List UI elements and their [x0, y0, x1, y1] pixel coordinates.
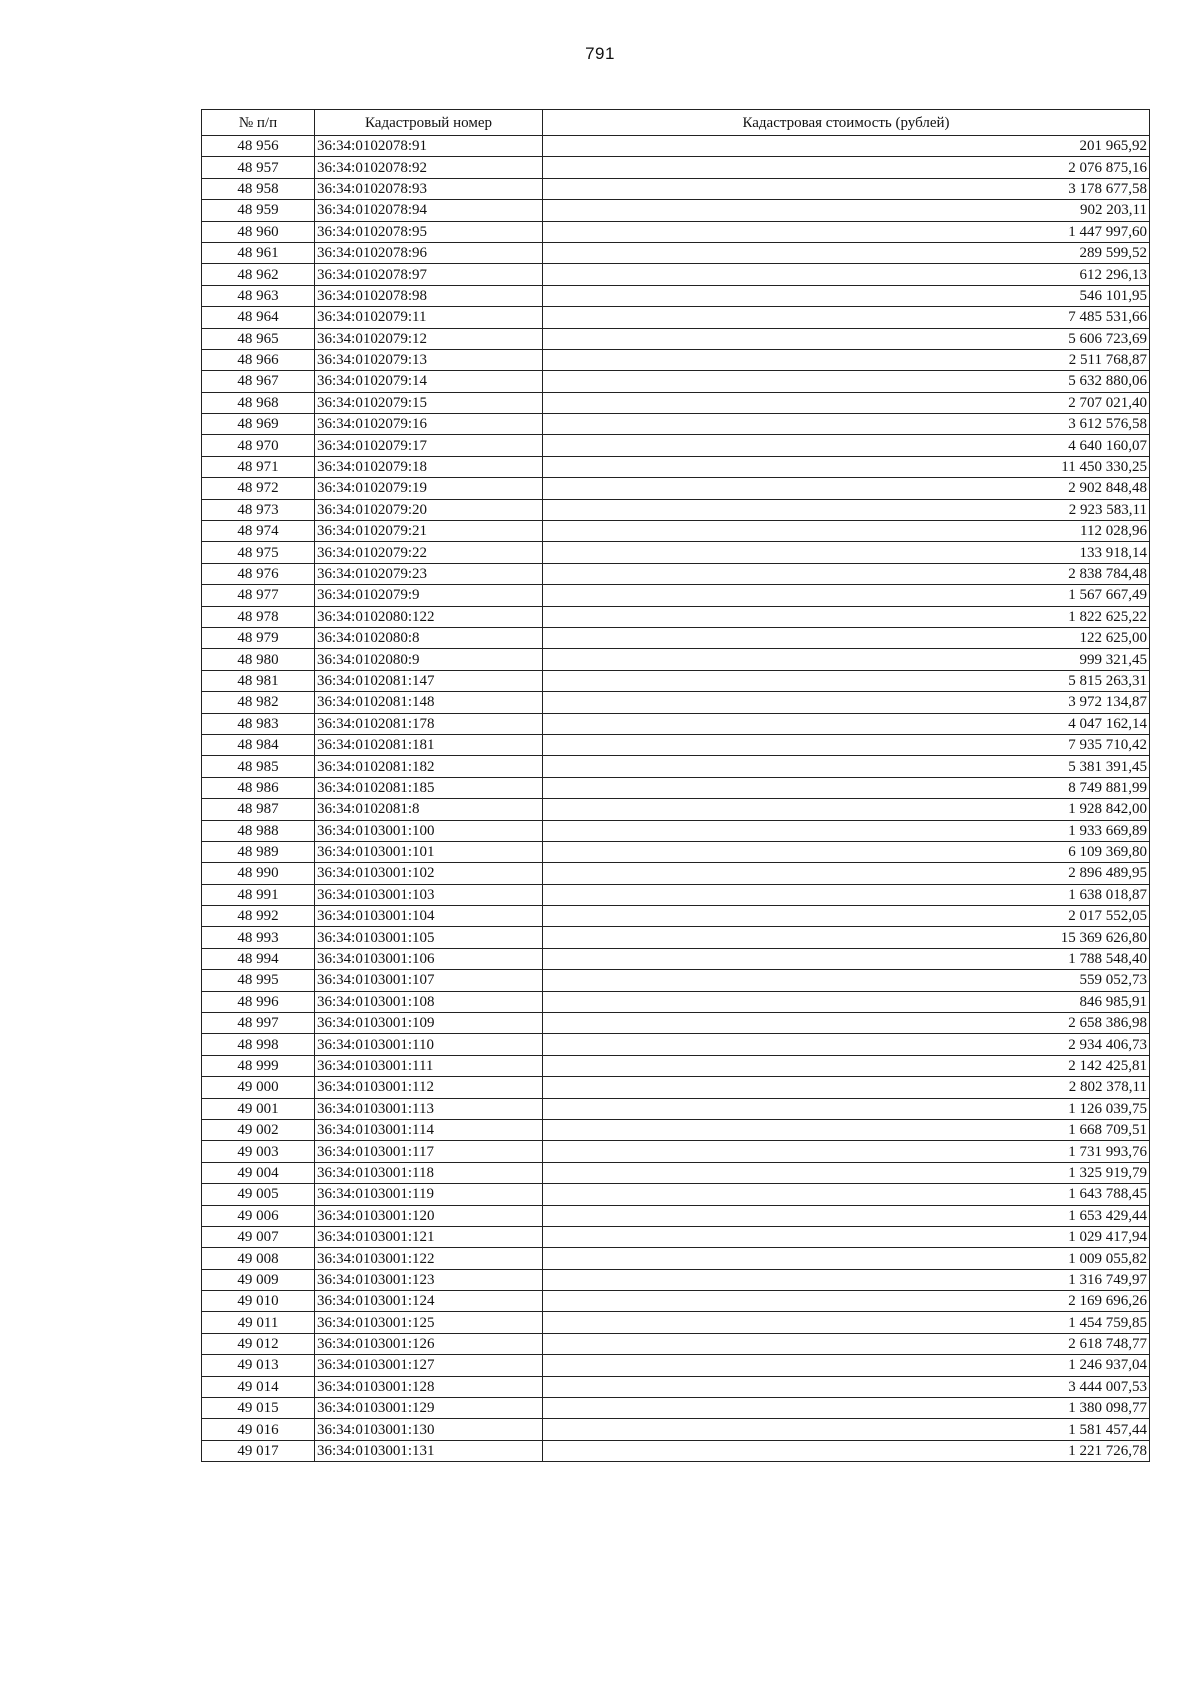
table-row — [202, 264, 1150, 285]
cadastral-number-cell: 36:34:0102078:96 — [315, 242, 543, 263]
row-number-cell: 48 956 — [202, 136, 315, 157]
row-number-cell: 48 999 — [202, 1055, 315, 1076]
table-row — [202, 307, 1150, 328]
row-number-cell: 48 979 — [202, 627, 315, 648]
table-row — [202, 1055, 1150, 1076]
cadastral-value-cell: 1 653 429,44 — [543, 1205, 1150, 1226]
table-row — [202, 1205, 1150, 1226]
row-number-cell: 48 958 — [202, 178, 315, 199]
table-row — [202, 799, 1150, 820]
cadastral-value-cell: 2 902 848,48 — [543, 478, 1150, 499]
cadastral-value-cell: 999 321,45 — [543, 649, 1150, 670]
cadastral-number-cell: 36:34:0102079:20 — [315, 499, 543, 520]
table-row — [202, 456, 1150, 477]
cadastral-number-cell: 36:34:0103001:102 — [315, 863, 543, 884]
cadastral-number-cell: 36:34:0103001:125 — [315, 1312, 543, 1333]
cadastral-value-cell: 2 511 768,87 — [543, 349, 1150, 370]
cadastral-number-cell: 36:34:0102079:17 — [315, 435, 543, 456]
table-row — [202, 1226, 1150, 1247]
row-number-cell: 48 970 — [202, 435, 315, 456]
row-number-cell: 49 006 — [202, 1205, 315, 1226]
row-number-cell: 49 007 — [202, 1226, 315, 1247]
table-row — [202, 328, 1150, 349]
cadastral-value-cell: 2 658 386,98 — [543, 1013, 1150, 1034]
cadastral-number-cell: 36:34:0102078:94 — [315, 200, 543, 221]
row-number-cell: 48 966 — [202, 349, 315, 370]
row-number-cell: 49 000 — [202, 1077, 315, 1098]
table-row — [202, 1440, 1150, 1461]
header-cadastral-value: Кадастровая стоимость (рублей) — [543, 110, 1150, 136]
row-number-cell: 48 981 — [202, 670, 315, 691]
table-row — [202, 1141, 1150, 1162]
table-row — [202, 627, 1150, 648]
table-row — [202, 841, 1150, 862]
cadastral-value-cell: 15 369 626,80 — [543, 927, 1150, 948]
cadastral-value-cell: 7 485 531,66 — [543, 307, 1150, 328]
table-row — [202, 884, 1150, 905]
table-row — [202, 606, 1150, 627]
cadastral-value-cell: 1 668 709,51 — [543, 1119, 1150, 1140]
row-number-cell: 49 004 — [202, 1162, 315, 1183]
table-row — [202, 392, 1150, 413]
table-row — [202, 970, 1150, 991]
cadastral-value-cell: 3 444 007,53 — [543, 1376, 1150, 1397]
table-row — [202, 820, 1150, 841]
row-number-cell: 48 980 — [202, 649, 315, 670]
table-row — [202, 670, 1150, 691]
table-row — [202, 1269, 1150, 1290]
row-number-cell: 48 972 — [202, 478, 315, 499]
cadastral-number-cell: 36:34:0103001:110 — [315, 1034, 543, 1055]
row-number-cell: 48 988 — [202, 820, 315, 841]
cadastral-number-cell: 36:34:0102081:181 — [315, 734, 543, 755]
row-number-cell: 49 003 — [202, 1141, 315, 1162]
row-number-cell: 48 959 — [202, 200, 315, 221]
cadastral-number-cell: 36:34:0102081:185 — [315, 777, 543, 798]
table-row — [202, 478, 1150, 499]
cadastral-value-cell: 201 965,92 — [543, 136, 1150, 157]
cadastral-value-cell: 5 815 263,31 — [543, 670, 1150, 691]
row-number-cell: 48 994 — [202, 948, 315, 969]
cadastral-number-cell: 36:34:0103001:121 — [315, 1226, 543, 1247]
row-number-cell: 49 013 — [202, 1355, 315, 1376]
table-row — [202, 1312, 1150, 1333]
row-number-cell: 48 995 — [202, 970, 315, 991]
row-number-cell: 48 990 — [202, 863, 315, 884]
cadastral-number-cell: 36:34:0102080:8 — [315, 627, 543, 648]
cadastral-value-cell: 289 599,52 — [543, 242, 1150, 263]
table-body — [202, 136, 1150, 1462]
table-row — [202, 734, 1150, 755]
table-row — [202, 1119, 1150, 1140]
row-number-cell: 48 963 — [202, 285, 315, 306]
table-row — [202, 1333, 1150, 1354]
cadastral-number-cell: 36:34:0103001:107 — [315, 970, 543, 991]
row-number-cell: 48 983 — [202, 713, 315, 734]
cadastral-value-cell: 6 109 369,80 — [543, 841, 1150, 862]
cadastral-number-cell: 36:34:0102081:147 — [315, 670, 543, 691]
table-row — [202, 1376, 1150, 1397]
cadastral-number-cell: 36:34:0103001:127 — [315, 1355, 543, 1376]
cadastral-value-cell: 122 625,00 — [543, 627, 1150, 648]
cadastral-value-cell: 2 017 552,05 — [543, 906, 1150, 927]
cadastral-value-cell: 5 632 880,06 — [543, 371, 1150, 392]
row-number-cell: 49 017 — [202, 1440, 315, 1461]
cadastral-number-cell: 36:34:0103001:128 — [315, 1376, 543, 1397]
table-row — [202, 906, 1150, 927]
table-row — [202, 178, 1150, 199]
row-number-cell: 48 985 — [202, 756, 315, 777]
cadastral-value-cell: 4 047 162,14 — [543, 713, 1150, 734]
table-row — [202, 1184, 1150, 1205]
cadastral-value-cell: 3 972 134,87 — [543, 692, 1150, 713]
cadastral-value-cell: 1 638 018,87 — [543, 884, 1150, 905]
table-row — [202, 991, 1150, 1012]
cadastral-number-cell: 36:34:0102078:92 — [315, 157, 543, 178]
cadastral-value-cell: 4 640 160,07 — [543, 435, 1150, 456]
row-number-cell: 48 977 — [202, 585, 315, 606]
row-number-cell: 48 993 — [202, 927, 315, 948]
cadastral-number-cell: 36:34:0103001:106 — [315, 948, 543, 969]
cadastral-number-cell: 36:34:0103001:119 — [315, 1184, 543, 1205]
row-number-cell: 48 982 — [202, 692, 315, 713]
row-number-cell: 48 978 — [202, 606, 315, 627]
cadastral-value-cell: 2 896 489,95 — [543, 863, 1150, 884]
cadastral-number-cell: 36:34:0102078:98 — [315, 285, 543, 306]
cadastral-value-cell: 2 142 425,81 — [543, 1055, 1150, 1076]
row-number-cell: 48 997 — [202, 1013, 315, 1034]
row-number-cell: 49 001 — [202, 1098, 315, 1119]
cadastral-value-cell: 612 296,13 — [543, 264, 1150, 285]
table-row — [202, 713, 1150, 734]
header-cadastral-number: Кадастровый номер — [315, 110, 543, 136]
cadastral-value-cell: 846 985,91 — [543, 991, 1150, 1012]
cadastral-value-cell: 2 802 378,11 — [543, 1077, 1150, 1098]
table-row — [202, 1077, 1150, 1098]
row-number-cell: 48 973 — [202, 499, 315, 520]
cadastral-number-cell: 36:34:0102079:12 — [315, 328, 543, 349]
row-number-cell: 48 992 — [202, 906, 315, 927]
table-header — [202, 110, 1150, 136]
table-row — [202, 777, 1150, 798]
table-row — [202, 349, 1150, 370]
row-number-cell: 48 957 — [202, 157, 315, 178]
cadastral-number-cell: 36:34:0103001:101 — [315, 841, 543, 862]
cadastral-number-cell: 36:34:0103001:124 — [315, 1291, 543, 1312]
row-number-cell: 48 974 — [202, 521, 315, 542]
cadastral-number-cell: 36:34:0103001:123 — [315, 1269, 543, 1290]
cadastral-number-cell: 36:34:0102079:19 — [315, 478, 543, 499]
cadastral-value-cell: 2 618 748,77 — [543, 1333, 1150, 1354]
row-number-cell: 48 975 — [202, 542, 315, 563]
row-number-cell: 48 961 — [202, 242, 315, 263]
table-row — [202, 521, 1150, 542]
cadastral-value-cell: 1 380 098,77 — [543, 1398, 1150, 1419]
cadastral-number-cell: 36:34:0102081:182 — [315, 756, 543, 777]
row-number-cell: 48 967 — [202, 371, 315, 392]
table-row — [202, 200, 1150, 221]
cadastral-value-cell: 2 076 875,16 — [543, 157, 1150, 178]
table-row — [202, 157, 1150, 178]
cadastral-number-cell: 36:34:0102078:95 — [315, 221, 543, 242]
cadastral-value-cell: 1 581 457,44 — [543, 1419, 1150, 1440]
cadastral-number-cell: 36:34:0102079:23 — [315, 563, 543, 584]
table-row — [202, 242, 1150, 263]
cadastral-number-cell: 36:34:0103001:112 — [315, 1077, 543, 1098]
cadastral-number-cell: 36:34:0102078:91 — [315, 136, 543, 157]
cadastral-value-cell: 1 029 417,94 — [543, 1226, 1150, 1247]
cadastral-value-cell: 3 178 677,58 — [543, 178, 1150, 199]
row-number-cell: 49 010 — [202, 1291, 315, 1312]
cadastral-value-cell: 1 316 749,97 — [543, 1269, 1150, 1290]
row-number-cell: 49 008 — [202, 1248, 315, 1269]
row-number-cell: 48 976 — [202, 563, 315, 584]
table-row — [202, 563, 1150, 584]
cadastral-value-cell: 3 612 576,58 — [543, 414, 1150, 435]
row-number-cell: 48 965 — [202, 328, 315, 349]
header-row-number: № п/п — [202, 110, 315, 136]
cadastral-number-cell: 36:34:0102080:122 — [315, 606, 543, 627]
cadastral-number-cell: 36:34:0102079:13 — [315, 349, 543, 370]
cadastral-value-cell: 11 450 330,25 — [543, 456, 1150, 477]
table-row — [202, 1248, 1150, 1269]
cadastral-value-cell: 1 928 842,00 — [543, 799, 1150, 820]
row-number-cell: 48 968 — [202, 392, 315, 413]
cadastral-number-cell: 36:34:0102078:97 — [315, 264, 543, 285]
cadastral-value-cell: 559 052,73 — [543, 970, 1150, 991]
cadastral-value-cell: 1 454 759,85 — [543, 1312, 1150, 1333]
cadastral-number-cell: 36:34:0102081:148 — [315, 692, 543, 713]
cadastral-number-cell: 36:34:0103001:100 — [315, 820, 543, 841]
page-number: 791 — [585, 44, 615, 63]
header-row — [202, 110, 1150, 136]
row-number-cell: 48 998 — [202, 1034, 315, 1055]
cadastral-number-cell: 36:34:0102081:8 — [315, 799, 543, 820]
cadastral-number-cell: 36:34:0102079:11 — [315, 307, 543, 328]
cadastral-value-cell: 1 325 919,79 — [543, 1162, 1150, 1183]
cadastral-value-cell: 1 822 625,22 — [543, 606, 1150, 627]
cadastral-number-cell: 36:34:0103001:114 — [315, 1119, 543, 1140]
cadastral-number-cell: 36:34:0103001:117 — [315, 1141, 543, 1162]
row-number-cell: 48 964 — [202, 307, 315, 328]
cadastral-number-cell: 36:34:0103001:130 — [315, 1419, 543, 1440]
table-row — [202, 371, 1150, 392]
row-number-cell: 49 005 — [202, 1184, 315, 1205]
cadastral-value-table — [201, 109, 1150, 1462]
cadastral-value-cell: 2 838 784,48 — [543, 563, 1150, 584]
table-row — [202, 435, 1150, 456]
row-number-cell: 49 002 — [202, 1119, 315, 1140]
cadastral-value-cell: 2 923 583,11 — [543, 499, 1150, 520]
cadastral-number-cell: 36:34:0102079:15 — [315, 392, 543, 413]
cadastral-value-cell: 5 381 391,45 — [543, 756, 1150, 777]
table-row — [202, 863, 1150, 884]
cadastral-value-cell: 1 933 669,89 — [543, 820, 1150, 841]
row-number-cell: 48 989 — [202, 841, 315, 862]
table-row — [202, 1355, 1150, 1376]
cadastral-number-cell: 36:34:0103001:131 — [315, 1440, 543, 1461]
row-number-cell: 49 012 — [202, 1333, 315, 1354]
cadastral-value-cell: 1 126 039,75 — [543, 1098, 1150, 1119]
table-row — [202, 499, 1150, 520]
row-number-cell: 49 014 — [202, 1376, 315, 1397]
cadastral-value-cell: 7 935 710,42 — [543, 734, 1150, 755]
row-number-cell: 48 971 — [202, 456, 315, 477]
table-row — [202, 948, 1150, 969]
table-row — [202, 1034, 1150, 1055]
cadastral-number-cell: 36:34:0103001:129 — [315, 1398, 543, 1419]
cadastral-value-cell: 5 606 723,69 — [543, 328, 1150, 349]
table-row — [202, 1013, 1150, 1034]
table-row — [202, 1398, 1150, 1419]
table-row — [202, 221, 1150, 242]
table-row — [202, 585, 1150, 606]
cadastral-number-cell: 36:34:0103001:108 — [315, 991, 543, 1012]
table-row — [202, 1291, 1150, 1312]
row-number-cell: 48 969 — [202, 414, 315, 435]
cadastral-number-cell: 36:34:0103001:118 — [315, 1162, 543, 1183]
table-row — [202, 542, 1150, 563]
cadastral-value-cell: 1 788 548,40 — [543, 948, 1150, 969]
cadastral-value-cell: 8 749 881,99 — [543, 777, 1150, 798]
cadastral-value-cell: 112 028,96 — [543, 521, 1150, 542]
cadastral-number-cell: 36:34:0103001:109 — [315, 1013, 543, 1034]
cadastral-number-cell: 36:34:0102079:21 — [315, 521, 543, 542]
cadastral-value-cell: 1 731 993,76 — [543, 1141, 1150, 1162]
cadastral-value-cell: 1 246 937,04 — [543, 1355, 1150, 1376]
cadastral-number-cell: 36:34:0103001:103 — [315, 884, 543, 905]
cadastral-number-cell: 36:34:0102079:22 — [315, 542, 543, 563]
cadastral-value-cell: 2 169 696,26 — [543, 1291, 1150, 1312]
cadastral-number-cell: 36:34:0103001:113 — [315, 1098, 543, 1119]
cadastral-value-cell: 902 203,11 — [543, 200, 1150, 221]
cadastral-value-cell: 2 707 021,40 — [543, 392, 1150, 413]
row-number-cell: 49 015 — [202, 1398, 315, 1419]
row-number-cell: 48 996 — [202, 991, 315, 1012]
row-number-cell: 49 011 — [202, 1312, 315, 1333]
cadastral-number-cell: 36:34:0102079:9 — [315, 585, 543, 606]
cadastral-value-cell: 1 567 667,49 — [543, 585, 1150, 606]
row-number-cell: 48 986 — [202, 777, 315, 798]
cadastral-number-cell: 36:34:0103001:104 — [315, 906, 543, 927]
cadastral-number-cell: 36:34:0103001:126 — [315, 1333, 543, 1354]
cadastral-number-cell: 36:34:0102079:18 — [315, 456, 543, 477]
table-row — [202, 1162, 1150, 1183]
cadastral-value-cell: 1 447 997,60 — [543, 221, 1150, 242]
cadastral-number-cell: 36:34:0102078:93 — [315, 178, 543, 199]
row-number-cell: 49 016 — [202, 1419, 315, 1440]
cadastral-value-cell: 2 934 406,73 — [543, 1034, 1150, 1055]
table-row — [202, 649, 1150, 670]
table-row — [202, 1419, 1150, 1440]
cadastral-value-cell: 546 101,95 — [543, 285, 1150, 306]
cadastral-number-cell: 36:34:0103001:120 — [315, 1205, 543, 1226]
row-number-cell: 48 984 — [202, 734, 315, 755]
row-number-cell: 49 009 — [202, 1269, 315, 1290]
cadastral-value-cell: 1 221 726,78 — [543, 1440, 1150, 1461]
table-row — [202, 927, 1150, 948]
cadastral-number-cell: 36:34:0102080:9 — [315, 649, 543, 670]
table-row — [202, 414, 1150, 435]
cadastral-value-cell: 1 009 055,82 — [543, 1248, 1150, 1269]
cadastral-number-cell: 36:34:0102081:178 — [315, 713, 543, 734]
table-row — [202, 285, 1150, 306]
table-row — [202, 1098, 1150, 1119]
cadastral-number-cell: 36:34:0103001:111 — [315, 1055, 543, 1076]
row-number-cell: 48 962 — [202, 264, 315, 285]
table-row — [202, 136, 1150, 157]
table-row — [202, 692, 1150, 713]
row-number-cell: 48 960 — [202, 221, 315, 242]
cadastral-number-cell: 36:34:0102079:14 — [315, 371, 543, 392]
cadastral-value-cell: 1 643 788,45 — [543, 1184, 1150, 1205]
row-number-cell: 48 987 — [202, 799, 315, 820]
cadastral-value-cell: 133 918,14 — [543, 542, 1150, 563]
cadastral-number-cell: 36:34:0102079:16 — [315, 414, 543, 435]
cadastral-number-cell: 36:34:0103001:122 — [315, 1248, 543, 1269]
table-row — [202, 756, 1150, 777]
row-number-cell: 48 991 — [202, 884, 315, 905]
cadastral-number-cell: 36:34:0103001:105 — [315, 927, 543, 948]
